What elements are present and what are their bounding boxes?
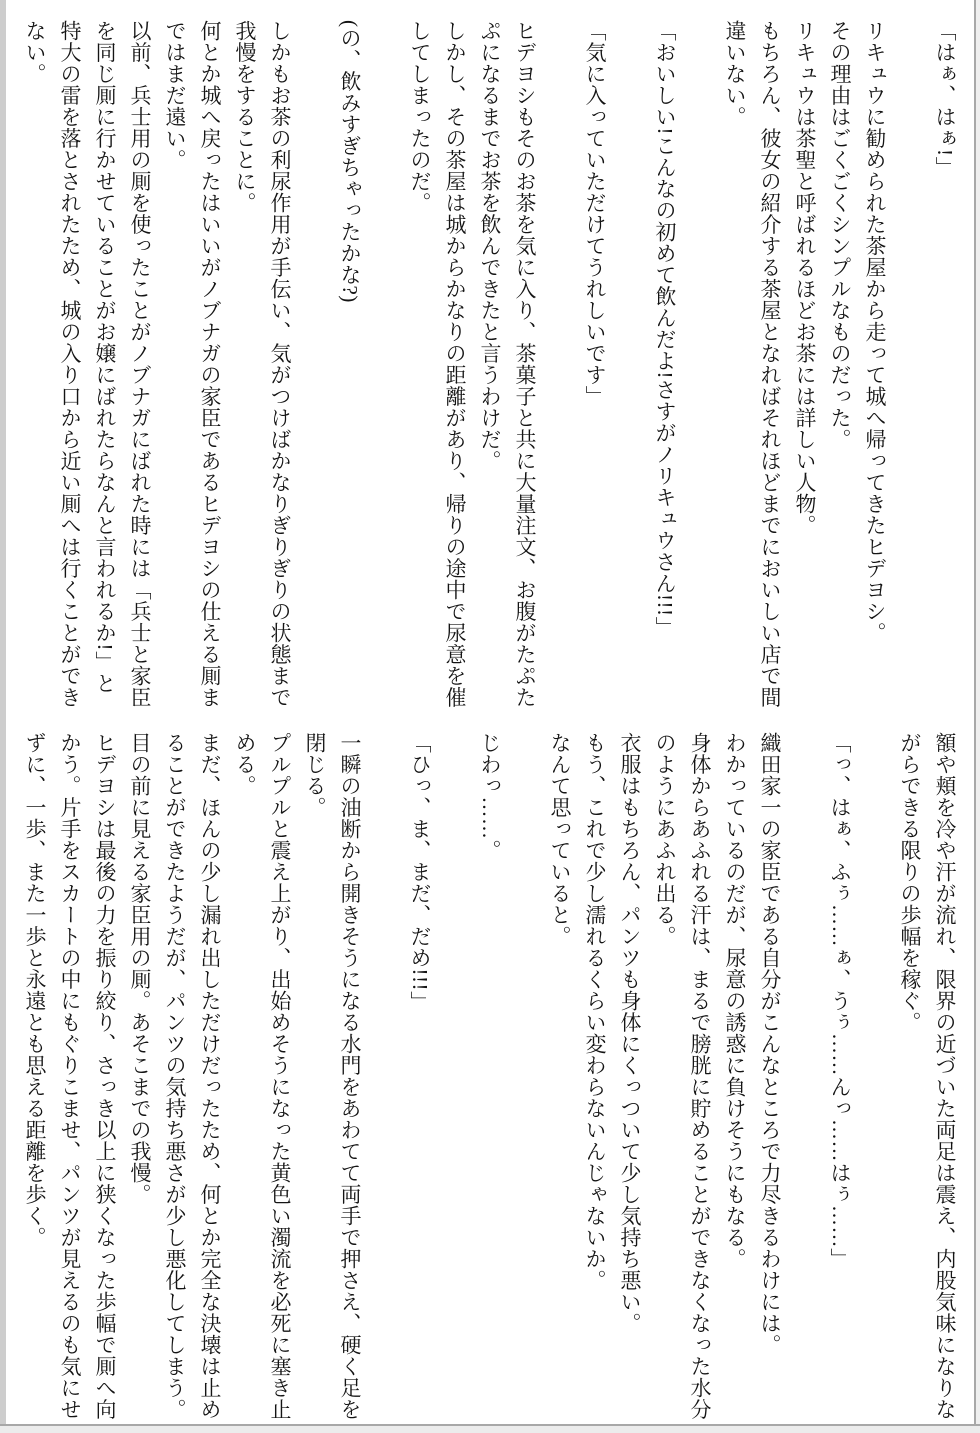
text-line: 織田家一の家臣である自分がこんなところで力尽きるわけには。 <box>758 732 782 1356</box>
text-line: める。 <box>233 732 257 797</box>
text-line: 身体からあふれる汗は、まるで膀胱に貯めることができなくなった水分 <box>688 732 712 1420</box>
text-line: してしまったのだ。 <box>408 20 432 214</box>
text-line: しかもお茶の利尿作用が手伝い、気がつけばかなりぎりぎりの状態まで <box>268 20 292 708</box>
text-line: のようにあふれ出る。 <box>653 732 677 947</box>
text-line: しかし、その茶屋は城からかなりの距離があり、帰りの途中で尿意を催 <box>443 20 467 708</box>
text-line: 「はぁ、はぁ!」 <box>933 20 957 178</box>
scan-edge-right-line <box>974 0 976 1433</box>
text-line: ではまだ遠い。 <box>163 20 187 171</box>
text-line: 衣服はもちろん、パンツも身体にくっついて少し気持ち悪い。 <box>618 732 642 1334</box>
text-line: 一瞬の油断から開きそうになる水門をあわてて両手で押さえ、硬く足を <box>338 732 362 1420</box>
text-line: ずに、一歩、また一歩と永遠とも思える距離を歩く。 <box>23 732 47 1248</box>
text-line: 違いない。 <box>723 20 747 128</box>
text-line: を同じ厠に行かせていることがお嬢にばれたらなんと言われるか!」と <box>93 20 117 694</box>
text-line: 閉じる。 <box>303 732 327 818</box>
text-line: わかっているのだが、尿意の誘惑に負けそうにもなる。 <box>723 732 747 1270</box>
text-line: 「ひっ、ま、まだ、だめ!!!」 <box>408 732 432 1013</box>
text-line: 何とか城へ戻ったはいいがノブナガの家臣であるヒデヨシの仕える厠ま <box>198 20 222 708</box>
text-line: (の、飲みすぎちゃったかな?) <box>338 20 362 303</box>
text-line: ない。 <box>23 20 47 85</box>
text-line: 「っ、はぁ、ふぅ……ぁ、うぅ……んっ……はぅ……」 <box>828 732 852 1270</box>
text-line: なんて思っていると。 <box>548 732 572 947</box>
text-line: もちろん、彼女の紹介する茶屋となればそれほどまでにおいしい店で間 <box>758 20 782 708</box>
scan-edge-right <box>976 0 980 1433</box>
text-line: 特大の雷を落とされたため、城の入り口から近い厠へは行くことができ <box>58 20 82 708</box>
text-line: リキュウは茶聖と呼ばれるほどお茶には詳しい人物。 <box>793 20 817 536</box>
text-line: ヒデヨシもそのお茶を気に入り、茶菓子と共に大量注文、お腹がたぷた <box>513 20 537 708</box>
text-line: ぷになるまでお茶を飲んできたと言うわけだ。 <box>478 20 502 472</box>
text-block-top <box>17 20 962 720</box>
text-line: リキュウに勧められた茶屋から走って城へ帰ってきたヒデヨシ。 <box>863 20 887 644</box>
scan-edge-left <box>0 0 6 1433</box>
text-line: 我慢をすることに。 <box>233 20 257 214</box>
text-line: 目の前に見える家臣用の厠。あそこまでの我慢。 <box>128 732 152 1205</box>
text-line: 額や頬を冷や汗が流れ、限界の近づいた両足は震え、内股気味になりな <box>933 732 957 1420</box>
text-line: 「おいしい!こんなの初めて飲んだよ!さすがノリキュウさん!!!」 <box>653 20 677 638</box>
text-line: かう。片手をスカートの中にもぐりこませ、パンツが見えるのも気にせ <box>58 732 82 1420</box>
text-line: がらできる限りの歩幅を稼ぐ。 <box>898 732 922 1033</box>
text-line: 「気に入っていただけてうれしいです」 <box>583 20 607 407</box>
text-line: その理由はごくごくシンプルなものだった。 <box>828 20 852 450</box>
text-line: じわっ……。 <box>478 732 502 861</box>
text-block-bottom <box>17 732 962 1431</box>
text-line: ることができたようだが、パンツの気持ち悪さが少し悪化してしまう。 <box>163 732 187 1420</box>
text-line: プルプルと震え上がり、出始めそうになった黄色い濁流を必死に塞き止 <box>268 732 292 1420</box>
text-line: ヒデヨシは最後の力を振り絞り、さっき以上に狭くなった歩幅で厠へ向 <box>93 732 117 1420</box>
text-line: まだ、ほんの少し漏れ出しただけだったため、何とか完全な決壊は止め <box>198 732 222 1420</box>
text-line: 以前、兵士用の厠を使ったことがノブナガにばれた時には「兵士と家臣 <box>128 20 152 708</box>
text-line: もう、これで少し濡れるくらい変わらないんじゃないか。 <box>583 732 607 1291</box>
